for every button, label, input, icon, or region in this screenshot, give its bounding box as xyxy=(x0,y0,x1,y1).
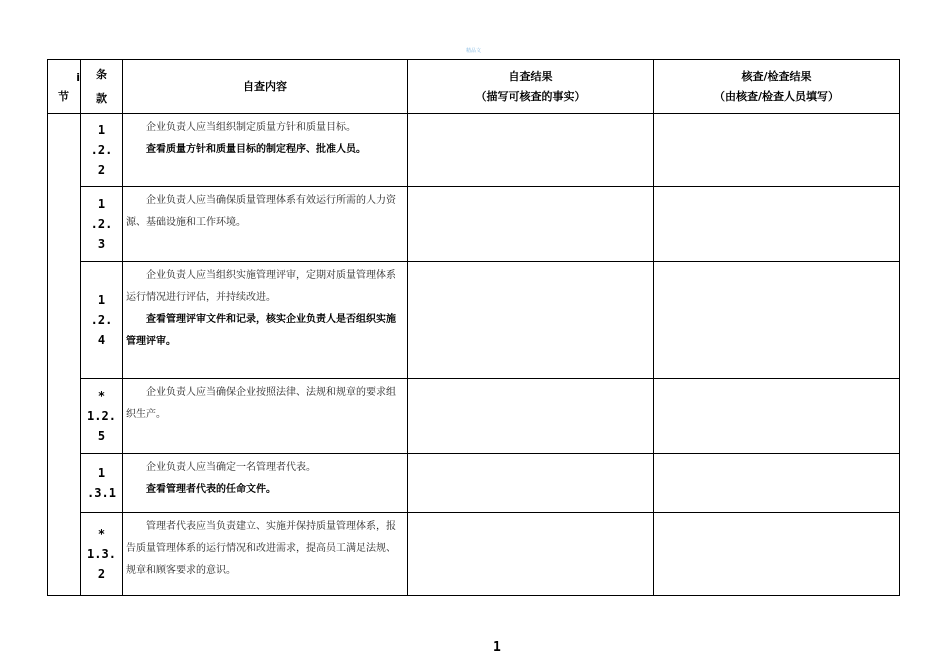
header-row xyxy=(48,60,900,114)
table-row xyxy=(48,114,900,187)
header-self-check-title: 自查结果 xyxy=(508,69,553,83)
content-cell xyxy=(123,379,408,454)
requirement-text: 企业负责人应当组织实施管理评审，定期对质量管理体系运行情况进行评估，并持续改进。 xyxy=(126,270,396,303)
table-row xyxy=(48,262,900,379)
header-inspection-subtitle: （由核查/检查人员填写） xyxy=(713,89,840,103)
header-section xyxy=(48,60,81,114)
header-self-check xyxy=(408,60,654,114)
self-check-result-cell[interactable] xyxy=(408,513,654,596)
content-cell xyxy=(123,513,408,596)
self-check-result-cell[interactable] xyxy=(408,454,654,513)
clause-number: 1 .2. 3 xyxy=(81,187,123,262)
clause-number: * 1.2. 5 xyxy=(81,379,123,454)
check-method-text: 查看管理评审文件和记录，核实企业负责人是否组织实施管理评审。 xyxy=(126,314,396,347)
header-inspection xyxy=(654,60,900,114)
self-check-result-cell[interactable] xyxy=(408,114,654,187)
clause-number: 1 .2. 2 xyxy=(81,114,123,187)
content-cell xyxy=(123,454,408,513)
table-row xyxy=(48,187,900,262)
clause-number: * 1.3. 2 xyxy=(81,513,123,596)
header-inspection-title: 核查/检查结果 xyxy=(741,69,812,83)
header-section-mark: i xyxy=(76,71,80,84)
clause-number: 1 .2. 4 xyxy=(81,262,123,379)
clause-number: 1 .3.1 xyxy=(81,454,123,513)
inspection-result-cell[interactable] xyxy=(654,114,900,187)
watermark: 精品文 xyxy=(466,48,482,54)
check-method-text: 查看质量方针和质量目标的制定程序、批准人员。 xyxy=(146,144,366,155)
check-method-text: 查看管理者代表的任命文件。 xyxy=(146,484,276,495)
self-check-result-cell[interactable] xyxy=(408,379,654,454)
table-row xyxy=(48,379,900,454)
header-self-check-subtitle: （描写可核查的事实） xyxy=(475,89,586,103)
requirement-text: 企业负责人应当确保企业按照法律、法规和规章的要求组织生产。 xyxy=(126,387,396,420)
content-cell xyxy=(123,187,408,262)
section-cell xyxy=(48,114,81,596)
requirement-text: 企业负责人应当确保质量管理体系有效运行所需的人力资源、基础设施和工作环境。 xyxy=(126,195,396,228)
inspection-result-cell[interactable] xyxy=(654,513,900,596)
header-content: 自查内容 xyxy=(123,60,408,114)
requirement-text: 企业负责人应当组织制定质量方针和质量目标。 xyxy=(146,122,356,133)
requirement-text: 管理者代表应当负责建立、实施并保持质量管理体系，报告质量管理体系的运行情况和改进需求，提高员工满足法规、规章和顾客要求的意识。 xyxy=(126,521,396,576)
self-check-result-cell[interactable] xyxy=(408,187,654,262)
inspection-result-cell[interactable] xyxy=(654,187,900,262)
requirement-text: 企业负责人应当确定一名管理者代表。 xyxy=(146,462,316,473)
inspection-result-cell[interactable] xyxy=(654,454,900,513)
page-number: 1 xyxy=(493,640,501,655)
self-check-result-cell[interactable] xyxy=(408,262,654,379)
inspection-result-cell[interactable] xyxy=(654,262,900,379)
header-clause: 条 款 xyxy=(81,60,123,114)
inspection-result-cell[interactable] xyxy=(654,379,900,454)
inspection-table xyxy=(47,59,900,596)
header-section-label: 节 xyxy=(58,90,69,103)
table-row xyxy=(48,513,900,596)
table-row xyxy=(48,454,900,513)
content-cell xyxy=(123,262,408,379)
content-cell xyxy=(123,114,408,187)
